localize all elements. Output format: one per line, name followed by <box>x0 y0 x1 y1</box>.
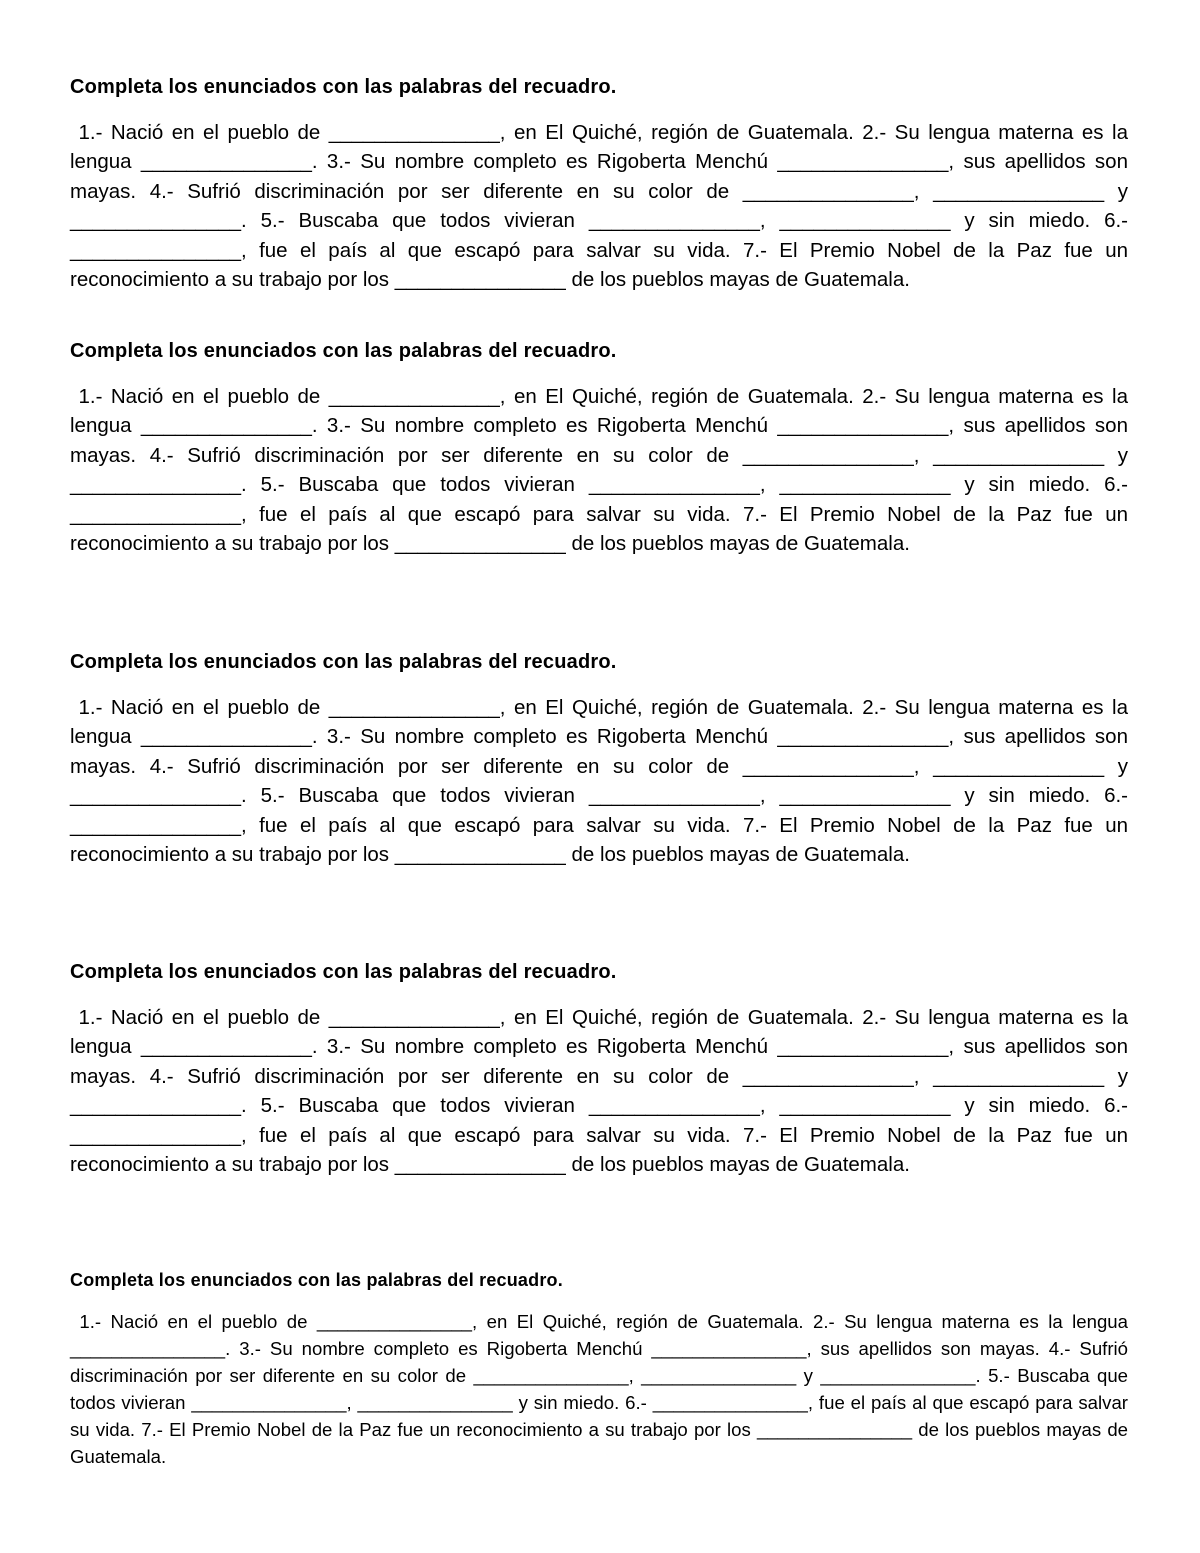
exercise-heading: Completa los enunciados con las palabras del recuadro. <box>70 1270 563 1290</box>
exercise-heading: Completa los enunciados con las palabras del recuadro. <box>70 651 617 673</box>
exercise-text: 1.- Nació en el pueblo de _______________, en El Quiché, región de Guatemala. 2.- Su lengua materna es la lengua _______________. 3.- Su nombre completo es Rigoberta Menchú _______________, sus apellidos son mayas. 4.- Sufrió discriminación por ser diferente en su color de _______________, _______________ y _______________. 5.- Buscaba que todos vivieran _______________, _______________ y sin miedo. 6.- _______________, fue el país al que escapó para salvar su vida. 7.- El Premio Nobel de la Paz fue un reconocimiento a su trabajo por los _______________ de los pueblos mayas de Guatemala. <box>70 1311 1128 1467</box>
exercise-block <box>70 1269 1128 1470</box>
exercise-block <box>70 339 1128 558</box>
exercise-text: 1.- Nació en el pueblo de _______________, en El Quiché, región de Guatemala. 2.- Su lengua materna es la lengua _______________. 3.- Su nombre completo es Rigoberta Menchú _______________, sus apellidos son mayas. 4.- Sufrió discriminación por ser diferente en su color de _______________, _______________ y _______________. 5.- Buscaba que todos vivieran _______________, _______________ y sin miedo. 6.- _______________, fue el país al que escapó para salvar su vida. 7.- El Premio Nobel de la Paz fue un reconocimiento a su trabajo por los _______________ de los pueblos mayas de Guatemala. <box>70 121 1128 292</box>
exercise-block <box>70 960 1128 1179</box>
exercise-heading: Completa los enunciados con las palabras del recuadro. <box>70 961 617 983</box>
exercise-text: 1.- Nació en el pueblo de _______________, en El Quiché, región de Guatemala. 2.- Su lengua materna es la lengua _______________. 3.- Su nombre completo es Rigoberta Menchú _______________, sus apellidos son mayas. 4.- Sufrió discriminación por ser diferente en su color de _______________, _______________ y _______________. 5.- Buscaba que todos vivieran _______________, _______________ y sin miedo. 6.- _______________, fue el país al que escapó para salvar su vida. 7.- El Premio Nobel de la Paz fue un reconocimiento a su trabajo por los _______________ de los pueblos mayas de Guatemala. <box>70 385 1128 556</box>
exercise-text: 1.- Nació en el pueblo de _______________, en El Quiché, región de Guatemala. 2.- Su lengua materna es la lengua _______________. 3.- Su nombre completo es Rigoberta Menchú _______________, sus apellidos son mayas. 4.- Sufrió discriminación por ser diferente en su color de _______________, _______________ y _______________. 5.- Buscaba que todos vivieran _______________, _______________ y sin miedo. 6.- _______________, fue el país al que escapó para salvar su vida. 7.- El Premio Nobel de la Paz fue un reconocimiento a su trabajo por los _______________ de los pueblos mayas de Guatemala. <box>70 1006 1128 1177</box>
exercise-text: 1.- Nació en el pueblo de _______________, en El Quiché, región de Guatemala. 2.- Su lengua materna es la lengua _______________. 3.- Su nombre completo es Rigoberta Menchú _______________, sus apellidos son mayas. 4.- Sufrió discriminación por ser diferente en su color de _______________, _______________ y _______________. 5.- Buscaba que todos vivieran _______________, _______________ y sin miedo. 6.- _______________, fue el país al que escapó para salvar su vida. 7.- El Premio Nobel de la Paz fue un reconocimiento a su trabajo por los _______________ de los pueblos mayas de Guatemala. <box>70 696 1128 867</box>
exercise-heading: Completa los enunciados con las palabras del recuadro. <box>70 76 617 98</box>
exercise-block <box>70 75 1128 294</box>
exercise-block <box>70 650 1128 869</box>
exercise-heading: Completa los enunciados con las palabras del recuadro. <box>70 340 617 362</box>
